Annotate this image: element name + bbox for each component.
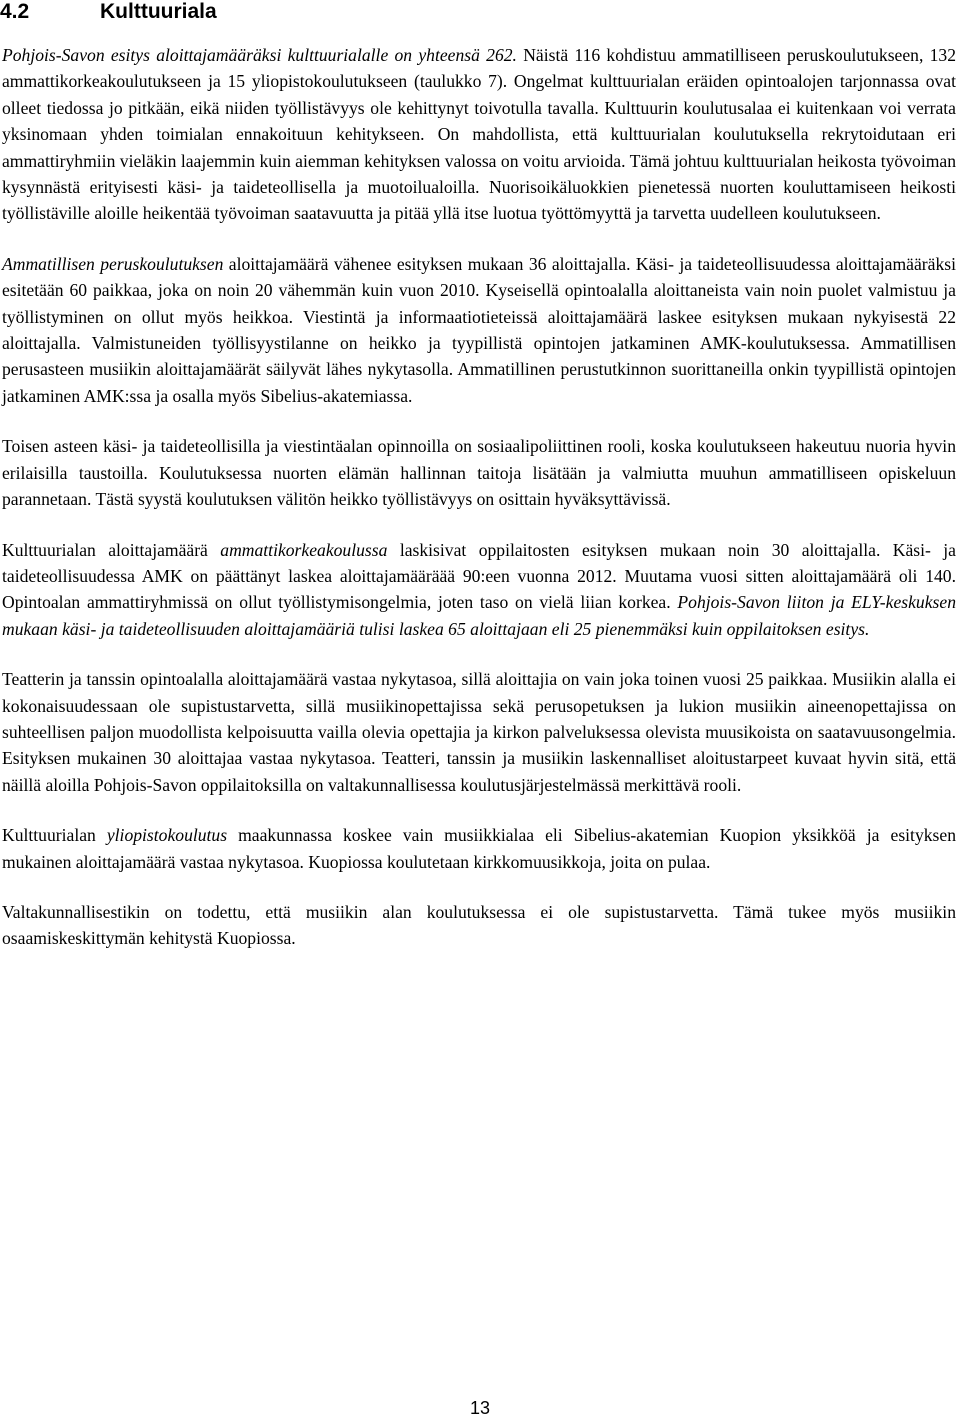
section-heading bbox=[0, 0, 217, 24]
text-run: ammattikorkeakoulussa bbox=[220, 539, 388, 560]
text-run: Valtakunnallisestikin on todettu, että musiikin alan koulutuksessa ei ole supistustarvetta. Tämä tukee myös musiikin osaamiskeskittymän kehitystä Kuopiossa. bbox=[2, 901, 956, 949]
text-run: Toisen asteen käsi- ja taideteollisilla ja viestintäalan opinnoilla on sosiaalipoliittinen rooli, koska koulutukseen hakeutuu nuoria hyvin erilaisilla taustoilla. Koulutuksessa nuorten elämän hallinnan taitoja lisätään ja valmiutta muuhun ammatilliseen opiskeluun parannetaan. Tästä syystä koulutuksen välitön heikko työllistävyys on osittain hyväksyttävissä. bbox=[2, 436, 956, 510]
paragraph-theatre-music bbox=[2, 666, 956, 798]
text-run: maakunnassa koskee vain musiikkialaa eli Sibelius-akatemian Kuopion yksikköä ja esityksen mukainen aloittajamäärä vastaa nykytasoa. Kuopiossa koulutetaan kirkkomuusikkoja, joita on pulaa. bbox=[2, 825, 956, 872]
text-run: aloittajamäärä vähenee esityksen mukaan 36 aloittajalla. Käsi- ja taideteollisuudessa aloittajamääräksi esitetään 60 paikkaa, joka on noin 20 vähemmän kuin vuon 2010. Kyseisellä opintoalalla aloittaneista vain noin puolet valmistuu ja työllistyminen on ollut myös heikkoa. Viestintä ja informaatiotieteissä aloittajamäärä laskee esityksen mukaan nykyisestä 22 aloittajalla. Valmistuneiden työllisyystilanne on heikko ja tyypillistä opintojen jatkaminen AMK-koulutuksessa. Ammatillisen perusasteen musiikin aloittajamäärät säilyvät lähes nykytasolla. Ammatillinen perustutkinnon suorittaneilla onkin tyypillistä opintojen jatkaminen AMK:ssa ja osalla myös Sibelius-akatemiassa. bbox=[2, 253, 956, 406]
paragraph-vocational bbox=[2, 251, 956, 409]
text-run: Ammatillisen peruskoulutuksen bbox=[2, 253, 224, 274]
text-run: Näistä 116 kohdistuu ammatilliseen peruskoulutukseen, 132 ammattikorkeakoulutukseen ja 15 yliopistokoulutukseen (taulukko 7). Ongelmat kulttuurialan eräiden opintoalojen tarjonnassa ovat olleet tiedossa jo pitkään, eikä niiden työllistävyys ole kehittynyt toivotulla tavalla. Kulttuurin koulutusalaa ei kuitenkaan voi verrata yksinomaan yhden toimialan ennakoituun kehitykseen. On mahdollista, että kulttuurialan koulutuksella rekrytoidutaan eri ammattiryhmiin vieläkin laajemmin kuin aiemman kehityksen valossa on voitu arvioida. Tämä johtuu kulttuurialan heikosta työvoiman kysynnästä erityisesti käsi- ja taideteollisella ja muotoilualoilla. Nuorisoikäluokkien pienetessä nuorten kouluttamiseen heikosti työllistäville aloille heikentää työvoiman saatavuutta ja pitää yllä itse luotua työttömyyttä ja tarvetta uudelleen koulutukseen. bbox=[2, 45, 957, 224]
text-run: yliopistokoulutus bbox=[106, 825, 228, 846]
text-run: Kulttuurialan aloittajamäärä bbox=[2, 539, 221, 560]
text-run: Pohjois-Savon liiton ja ELY-keskuksen mukaan käsi- ja taideteollisuuden aloittajamääriä tulisi laskea 65 aloittajaan eli 25 pienemmäksi kuin oppilaitoksen esitys. bbox=[2, 592, 956, 639]
text-run: Pohjois-Savon esitys aloittajamääräksi kulttuurialalle on yhteensä 262. bbox=[2, 45, 517, 65]
document-body bbox=[2, 42, 956, 952]
paragraph-national bbox=[2, 899, 956, 952]
text-run: Teatterin ja tanssin opintoalalla aloittajamäärä vastaa nykytasoa, sillä aloittajia on vain joka toinen vuosi 25 paikkaa. Musiikin alalla ei kokonaisuudessaan ole supistustarvetta, sillä musiikinopettajissa sekä perusopetuksen ja lukion musiikin aineenopettajissa on suhteellisen paljon muodollista kelpoisuutta vailla olevia opettajia ja kirkon palveluksessa olevista muusikoista on saatavuusongelmia. Esityksen mukainen 30 aloittajaa vastaa nykytasoa. Teatteri, tanssin ja musiikin laskennalliset aloitustarpeet kuvaat hyvin sitä, että näillä aloilla Pohjois-Savon oppilaitoksilla on valtakunnallisessa koulutusjärjestelmässä merkittävä rooli. bbox=[2, 669, 956, 795]
paragraph-university bbox=[2, 822, 956, 875]
section-number: 4.2 bbox=[0, 0, 30, 23]
text-run: laskisivat oppilaitosten esityksen mukaan noin 30 aloittajalla. Käsi- ja taideteollisuudessa AMK on päättänyt laskea aloittajamääräää 90:een vuonna 2012. Muutama vuosi sitten aloittajamäärä oli 140. Opintoalan ammattiryhmissä on ollut työllistymisongelmia, joten taso on vielä liian korkea. bbox=[2, 539, 956, 613]
text-run: Kulttuurialan bbox=[2, 825, 107, 846]
paragraph-overview bbox=[2, 42, 956, 227]
section-title: Kulttuuriala bbox=[100, 0, 217, 23]
page-number: 13 bbox=[469, 1398, 491, 1418]
paragraph-polytechnic bbox=[2, 537, 956, 643]
paragraph-secondary-role bbox=[2, 433, 956, 512]
